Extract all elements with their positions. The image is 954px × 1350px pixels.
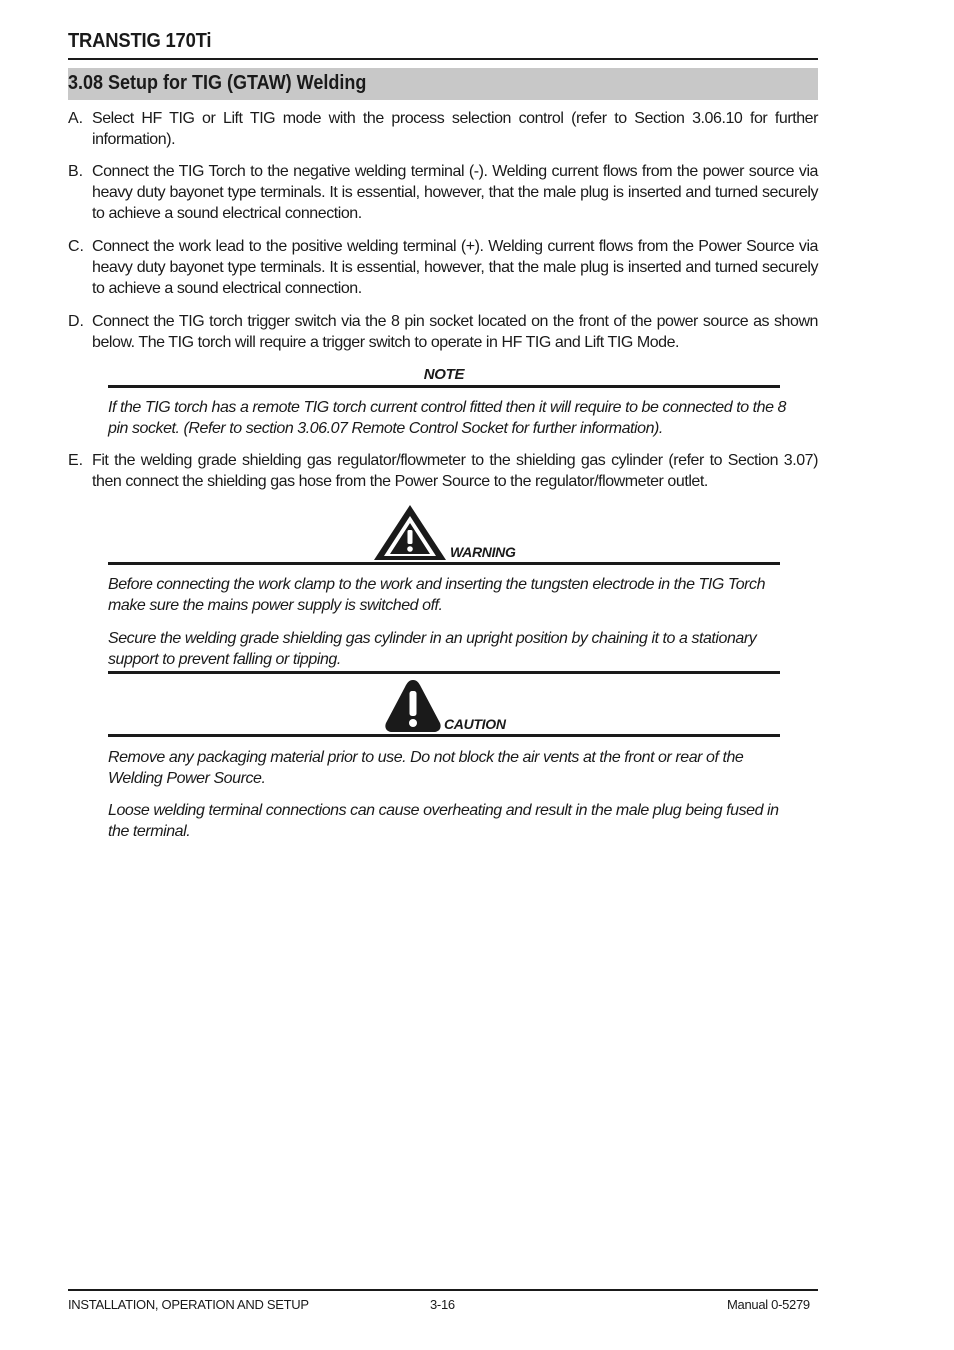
brand-title: TRANSTIG 170Ti [68,30,212,52]
caution-paragraph: Loose welding terminal connections can cause overheating and result in the male plug being fused in the terminal. [108,802,779,840]
page-number: 3-16 [430,1297,455,1312]
manual-number: Manual 0-5279 [727,1297,810,1312]
warning-paragraph: Before connecting the work clamp to the work and inserting the tungsten electrode in the TIG Torch make sure the mains power supply is switched off. [108,576,766,614]
step-label: E. [68,452,84,469]
step-text: Connect the TIG Torch to the negative welding terminal (-). Welding current flows from the power source via heavy duty bayonet type terminals. It is essential, however, that the male plug is inserted and turned securely to achieve a sound electrical connection. [92,163,818,222]
step-text: Connect the TIG torch trigger switch via the 8 pin socket located on the front of the power source as shown below. The TIG torch will require a trigger switch to operate in HF TIG and Lift TIG Mode. [92,313,818,351]
footer-rule [68,1289,818,1291]
warning-label: WARNING [450,544,516,560]
step-d [68,311,818,353]
caution-paragraph: Remove any packaging material prior to use. Do not block the air vents at the front or rear of the Welding Power Source. [108,749,744,787]
step-text: Select HF TIG or Lift TIG mode with the process selection control (refer to Section 3.06.10 for further information). [92,110,818,148]
note-text: If the TIG torch has a remote TIG torch current control fitted then it will require to be connected to the 8 pin socket. (Refer to section 3.06.07 Remote Control Socket for further information). [108,399,786,437]
step-a [68,108,818,150]
caution-label: CAUTION [444,716,506,732]
warning-paragraph: Secure the welding grade shielding gas cylinder in an upright position by chaining it to a stationary support to prevent falling or tipping. [108,630,757,668]
step-b [68,161,818,224]
step-label: A. [68,110,84,127]
step-label: D. [68,313,84,330]
note-rule [108,385,780,388]
step-label: C. [68,238,84,255]
step-text: Fit the welding grade shielding gas regulator/flowmeter to the shielding gas cylinder (refer to Section 3.07) then connect the shielding gas hose from the Power Source to the regulator/flowmeter outlet. [92,452,818,490]
step-c [68,236,818,299]
warning-bottom-rule [108,671,780,674]
step-e [68,450,818,492]
step-text: Connect the work lead to the positive welding terminal (+). Welding current flows from the Power Source via heavy duty bayonet type terminals. It is essential, however, that the male plug is inserted and turned securely to achieve a sound electrical connection. [92,238,818,297]
footer-section-name: INSTALLATION, OPERATION AND SETUP [68,1297,309,1312]
section-title: 3.08 Setup for TIG (GTAW) Welding [68,72,367,94]
warning-triangle-icon [372,503,448,561]
warning-top-rule [108,562,780,565]
note-title: NOTE [423,366,465,383]
caution-top-rule [108,734,780,737]
caution-exclamation-icon [384,679,442,733]
step-label: B. [68,163,84,180]
header-rule [68,58,818,60]
